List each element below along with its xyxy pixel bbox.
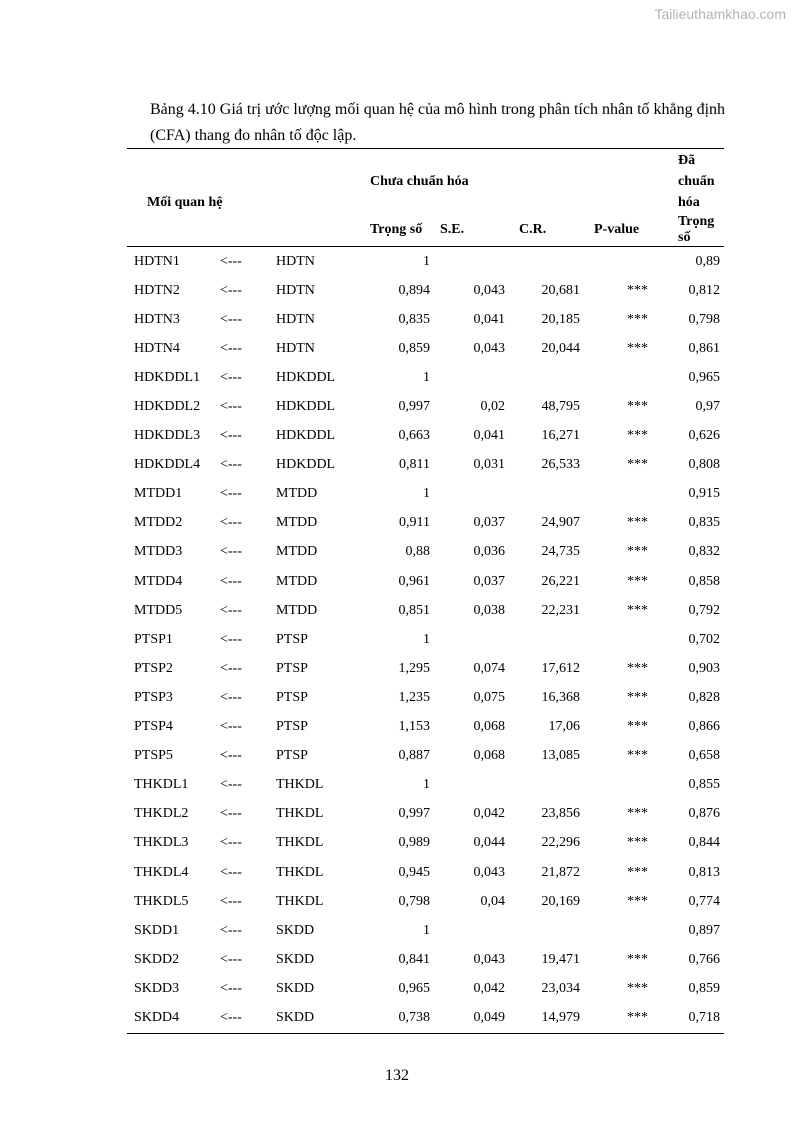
cell-indicator: HDTN4 bbox=[134, 340, 180, 356]
cell-arrow: <--- bbox=[220, 719, 242, 735]
cell-std-estimate: 0,702 bbox=[688, 631, 720, 647]
cell-factor: THKDL bbox=[276, 835, 324, 851]
cell-se: 0,04 bbox=[480, 893, 505, 909]
cell-indicator: SKDD4 bbox=[134, 1009, 180, 1025]
cell-se: 0,036 bbox=[473, 544, 505, 560]
cell-cr: 48,795 bbox=[541, 399, 580, 415]
cell-se: 0,042 bbox=[473, 806, 505, 822]
cell-std-estimate: 0,658 bbox=[688, 748, 720, 764]
cell-cr: 19,471 bbox=[541, 951, 580, 967]
cell-arrow: <--- bbox=[220, 311, 242, 327]
cell-estimate: 0,851 bbox=[398, 602, 430, 618]
cell-pvalue: *** bbox=[627, 399, 648, 415]
cell-cr: 20,169 bbox=[541, 893, 580, 909]
cell-se: 0,02 bbox=[480, 399, 505, 415]
cell-estimate: 1 bbox=[423, 777, 430, 793]
cell-std-estimate: 0,832 bbox=[688, 544, 720, 560]
cell-cr bbox=[505, 916, 580, 945]
table-row bbox=[127, 742, 724, 771]
cell-factor: SKDD bbox=[276, 980, 315, 996]
cell-factor: SKDD bbox=[276, 1009, 315, 1025]
cell-estimate: 0,798 bbox=[398, 893, 430, 909]
cell-std-estimate: 0,97 bbox=[695, 399, 720, 415]
cell-std-estimate: 0,915 bbox=[688, 486, 720, 502]
cell-indicator: HDKDDL4 bbox=[134, 457, 201, 473]
cell-se bbox=[430, 247, 505, 277]
cell-arrow: <--- bbox=[220, 428, 242, 444]
table-row bbox=[127, 509, 724, 538]
table-row bbox=[127, 422, 724, 451]
table-header bbox=[127, 149, 724, 247]
cell-cr bbox=[505, 625, 580, 654]
cell-se bbox=[430, 625, 505, 654]
cell-estimate: 0,965 bbox=[398, 980, 430, 996]
cell-cr: 16,368 bbox=[541, 689, 580, 705]
cell-pvalue: *** bbox=[627, 660, 648, 676]
cell-arrow: <--- bbox=[220, 922, 242, 938]
cell-std-estimate: 0,626 bbox=[688, 428, 720, 444]
cell-std-estimate: 0,835 bbox=[688, 515, 720, 531]
header-col-se: S.E. bbox=[430, 214, 505, 247]
cell-arrow: <--- bbox=[220, 340, 242, 356]
cell-factor: HDTN bbox=[276, 253, 315, 269]
cell-std-estimate: 0,89 bbox=[695, 253, 720, 269]
cell-se: 0,042 bbox=[473, 980, 505, 996]
cell-std-estimate: 0,718 bbox=[688, 1009, 720, 1025]
cell-se: 0,041 bbox=[473, 428, 505, 444]
cell-std-estimate: 0,813 bbox=[688, 864, 720, 880]
cell-std-estimate: 0,774 bbox=[688, 893, 720, 909]
cell-cr: 26,221 bbox=[541, 573, 580, 589]
cell-cr: 13,085 bbox=[541, 748, 580, 764]
cell-std-estimate: 0,828 bbox=[688, 689, 720, 705]
cell-indicator: SKDD1 bbox=[134, 922, 180, 938]
cell-factor: PTSP bbox=[276, 660, 308, 676]
table-row bbox=[127, 916, 724, 945]
cell-indicator: THKDL5 bbox=[134, 893, 189, 909]
cell-cr: 23,856 bbox=[541, 806, 580, 822]
cell-arrow: <--- bbox=[220, 573, 242, 589]
table-row bbox=[127, 480, 724, 509]
cell-std-estimate: 0,903 bbox=[688, 660, 720, 676]
cell-factor: HDTN bbox=[276, 340, 315, 356]
cell-pvalue: *** bbox=[627, 719, 648, 735]
cell-estimate: 0,961 bbox=[398, 573, 430, 589]
header-col-pvalue: P-value bbox=[580, 214, 658, 247]
table-row bbox=[127, 363, 724, 392]
table-row bbox=[127, 654, 724, 683]
cell-std-estimate: 0,798 bbox=[688, 311, 720, 327]
cell-std-estimate: 0,766 bbox=[688, 951, 720, 967]
cell-se: 0,043 bbox=[473, 864, 505, 880]
cell-pvalue bbox=[580, 247, 658, 277]
cell-arrow: <--- bbox=[220, 1009, 242, 1025]
cell-pvalue: *** bbox=[627, 515, 648, 531]
cell-cr: 17,612 bbox=[541, 660, 580, 676]
table-row bbox=[127, 276, 724, 305]
cell-cr: 22,231 bbox=[541, 602, 580, 618]
cell-cr bbox=[505, 247, 580, 277]
cell-estimate: 0,945 bbox=[398, 864, 430, 880]
header-standardized: Đã chuẩn hóa bbox=[678, 153, 715, 210]
cell-cr: 20,185 bbox=[541, 311, 580, 327]
cell-indicator: THKDL1 bbox=[134, 777, 189, 793]
cell-arrow: <--- bbox=[220, 893, 242, 909]
cell-indicator: PTSP5 bbox=[134, 748, 173, 764]
cell-estimate: 0,859 bbox=[398, 340, 430, 356]
cell-arrow: <--- bbox=[220, 369, 242, 385]
cell-estimate: 1 bbox=[423, 253, 430, 269]
table-row bbox=[127, 334, 724, 363]
cell-estimate: 0,811 bbox=[399, 457, 430, 473]
cell-indicator: THKDL4 bbox=[134, 864, 189, 880]
cell-factor: THKDL bbox=[276, 777, 324, 793]
cell-factor: HDKDDL bbox=[276, 428, 336, 444]
table-row bbox=[127, 1003, 724, 1033]
cell-std-estimate: 0,897 bbox=[688, 922, 720, 938]
table-row bbox=[127, 858, 724, 887]
cell-arrow: <--- bbox=[220, 806, 242, 822]
cell-indicator: PTSP2 bbox=[134, 660, 173, 676]
cell-indicator: HDTN3 bbox=[134, 311, 180, 327]
cell-cr: 16,271 bbox=[541, 428, 580, 444]
cell-pvalue bbox=[580, 363, 658, 392]
cell-factor: THKDL bbox=[276, 806, 324, 822]
cell-factor: THKDL bbox=[276, 864, 324, 880]
cell-arrow: <--- bbox=[220, 457, 242, 473]
cell-indicator: HDTN2 bbox=[134, 282, 180, 298]
cell-cr: 24,907 bbox=[541, 515, 580, 531]
cell-indicator: THKDL2 bbox=[134, 806, 189, 822]
cell-cr: 22,296 bbox=[541, 835, 580, 851]
cell-indicator: HDKDDL1 bbox=[134, 369, 201, 385]
cell-se: 0,037 bbox=[473, 573, 505, 589]
cell-arrow: <--- bbox=[220, 399, 242, 415]
cell-estimate: 0,997 bbox=[398, 806, 430, 822]
cell-arrow: <--- bbox=[220, 980, 242, 996]
cell-arrow: <--- bbox=[220, 951, 242, 967]
cell-indicator: HDTN1 bbox=[134, 253, 180, 269]
cell-pvalue bbox=[580, 480, 658, 509]
cell-se bbox=[430, 480, 505, 509]
cell-factor: MTDD bbox=[276, 602, 318, 618]
cell-pvalue: *** bbox=[627, 893, 648, 909]
cell-se: 0,049 bbox=[473, 1009, 505, 1025]
table-row bbox=[127, 771, 724, 800]
cell-std-estimate: 0,808 bbox=[688, 457, 720, 473]
cell-estimate: 0,887 bbox=[398, 748, 430, 764]
cell-arrow: <--- bbox=[220, 253, 242, 269]
header-col-estimate: Trọng số bbox=[361, 214, 430, 247]
table-row bbox=[127, 538, 724, 567]
cell-pvalue: *** bbox=[627, 980, 648, 996]
cell-arrow: <--- bbox=[220, 660, 242, 676]
cell-arrow: <--- bbox=[220, 515, 242, 531]
table-row bbox=[127, 974, 724, 1003]
cell-pvalue: *** bbox=[627, 748, 648, 764]
cell-std-estimate: 0,866 bbox=[688, 719, 720, 735]
cell-factor: THKDL bbox=[276, 893, 324, 909]
cell-indicator: MTDD4 bbox=[134, 573, 183, 589]
cell-cr: 17,06 bbox=[548, 719, 580, 735]
cell-std-estimate: 0,844 bbox=[688, 835, 720, 851]
cell-estimate: 1 bbox=[423, 486, 430, 502]
cell-cr: 24,735 bbox=[541, 544, 580, 560]
cell-pvalue: *** bbox=[627, 806, 648, 822]
cell-pvalue: *** bbox=[627, 1009, 648, 1025]
cell-estimate: 0,663 bbox=[398, 428, 430, 444]
cell-se: 0,043 bbox=[473, 340, 505, 356]
cell-indicator: PTSP4 bbox=[134, 719, 173, 735]
cell-pvalue bbox=[580, 771, 658, 800]
cell-factor: MTDD bbox=[276, 544, 318, 560]
cell-estimate: 1 bbox=[423, 922, 430, 938]
cell-indicator: MTDD5 bbox=[134, 602, 183, 618]
table-row bbox=[127, 829, 724, 858]
cell-std-estimate: 0,965 bbox=[688, 369, 720, 385]
cell-std-estimate: 0,859 bbox=[688, 980, 720, 996]
cell-pvalue: *** bbox=[627, 689, 648, 705]
cell-indicator: SKDD2 bbox=[134, 951, 180, 967]
cell-pvalue: *** bbox=[627, 340, 648, 356]
cell-arrow: <--- bbox=[220, 864, 242, 880]
cell-pvalue: *** bbox=[627, 282, 648, 298]
table-row bbox=[127, 887, 724, 916]
cell-arrow: <--- bbox=[220, 748, 242, 764]
cell-se: 0,043 bbox=[473, 951, 505, 967]
cell-factor: MTDD bbox=[276, 573, 318, 589]
cell-estimate: 1,295 bbox=[398, 660, 430, 676]
table-row bbox=[127, 800, 724, 829]
table-caption: Bảng 4.10 Giá trị ước lượng mối quan hệ của mô hình trong phân tích nhân tố khẳng định (CFA) thang đo nhân tố độc lập. bbox=[150, 101, 726, 144]
cell-factor: HDKDDL bbox=[276, 399, 336, 415]
header-row-top bbox=[127, 149, 724, 215]
cell-std-estimate: 0,792 bbox=[688, 602, 720, 618]
cell-cr: 20,044 bbox=[541, 340, 580, 356]
cell-arrow: <--- bbox=[220, 486, 242, 502]
cell-indicator: MTDD2 bbox=[134, 515, 183, 531]
cell-pvalue: *** bbox=[627, 573, 648, 589]
table-row bbox=[127, 596, 724, 625]
cell-se: 0,043 bbox=[473, 282, 505, 298]
cell-cr: 20,681 bbox=[541, 282, 580, 298]
cell-indicator: PTSP3 bbox=[134, 689, 173, 705]
cell-indicator: PTSP1 bbox=[134, 631, 173, 647]
cell-se: 0,068 bbox=[473, 719, 505, 735]
cell-se bbox=[430, 363, 505, 392]
cell-pvalue: *** bbox=[627, 457, 648, 473]
cell-se bbox=[430, 916, 505, 945]
watermark-text: Tailieuthamkhao.com bbox=[654, 6, 786, 22]
header-unstandardized: Chưa chuẩn hóa bbox=[370, 173, 469, 189]
cell-factor: SKDD bbox=[276, 951, 315, 967]
cell-pvalue: *** bbox=[627, 835, 648, 851]
table-row bbox=[127, 247, 724, 277]
cell-arrow: <--- bbox=[220, 777, 242, 793]
cell-se: 0,041 bbox=[473, 311, 505, 327]
cell-estimate: 0,835 bbox=[398, 311, 430, 327]
cell-arrow: <--- bbox=[220, 544, 242, 560]
cell-std-estimate: 0,861 bbox=[688, 340, 720, 356]
cfa-estimates-table bbox=[127, 148, 724, 1034]
cell-factor: PTSP bbox=[276, 748, 308, 764]
cell-arrow: <--- bbox=[220, 631, 242, 647]
cell-indicator: THKDL3 bbox=[134, 835, 189, 851]
table-row bbox=[127, 713, 724, 742]
cell-cr bbox=[505, 480, 580, 509]
cell-se: 0,075 bbox=[473, 689, 505, 705]
table-row bbox=[127, 683, 724, 712]
cell-indicator: MTDD1 bbox=[134, 486, 183, 502]
cell-cr: 21,872 bbox=[541, 864, 580, 880]
cell-factor: PTSP bbox=[276, 689, 308, 705]
cell-factor: HDKDDL bbox=[276, 369, 336, 385]
cell-pvalue: *** bbox=[627, 428, 648, 444]
table-row bbox=[127, 625, 724, 654]
cell-estimate: 1,235 bbox=[398, 689, 430, 705]
cell-factor: HDKDDL bbox=[276, 457, 336, 473]
cell-estimate: 0,894 bbox=[398, 282, 430, 298]
cell-cr: 26,533 bbox=[541, 457, 580, 473]
cell-pvalue: *** bbox=[627, 951, 648, 967]
cell-cr bbox=[505, 771, 580, 800]
cell-se: 0,037 bbox=[473, 515, 505, 531]
cell-indicator: HDKDDL2 bbox=[134, 399, 201, 415]
cell-factor: HDTN bbox=[276, 311, 315, 327]
cell-std-estimate: 0,876 bbox=[688, 806, 720, 822]
cell-se: 0,074 bbox=[473, 660, 505, 676]
header-col-std-estimate: Trọng số bbox=[658, 214, 724, 247]
table-body bbox=[127, 247, 724, 1034]
cell-estimate: 1 bbox=[423, 369, 430, 385]
header-col-cr: C.R. bbox=[505, 214, 580, 247]
cell-factor: MTDD bbox=[276, 515, 318, 531]
cell-pvalue: *** bbox=[627, 311, 648, 327]
cell-pvalue: *** bbox=[627, 544, 648, 560]
cell-arrow: <--- bbox=[220, 689, 242, 705]
cell-estimate: 0,88 bbox=[405, 544, 430, 560]
cell-arrow: <--- bbox=[220, 282, 242, 298]
cell-indicator: MTDD3 bbox=[134, 544, 183, 560]
cell-std-estimate: 0,855 bbox=[688, 777, 720, 793]
cell-estimate: 0,989 bbox=[398, 835, 430, 851]
cell-estimate: 0,997 bbox=[398, 399, 430, 415]
cell-se: 0,068 bbox=[473, 748, 505, 764]
page-number: 132 bbox=[385, 1067, 409, 1084]
cell-estimate: 1,153 bbox=[398, 719, 430, 735]
cell-cr: 14,979 bbox=[541, 1009, 580, 1025]
table-row bbox=[127, 567, 724, 596]
cell-arrow: <--- bbox=[220, 602, 242, 618]
cell-estimate: 0,911 bbox=[399, 515, 430, 531]
cell-se: 0,038 bbox=[473, 602, 505, 618]
cell-arrow: <--- bbox=[220, 835, 242, 851]
cell-factor: MTDD bbox=[276, 486, 318, 502]
cell-std-estimate: 0,858 bbox=[688, 573, 720, 589]
cell-estimate: 1 bbox=[423, 631, 430, 647]
cell-indicator: SKDD3 bbox=[134, 980, 180, 996]
cell-factor: HDTN bbox=[276, 282, 315, 298]
cell-cr: 23,034 bbox=[541, 980, 580, 996]
table-row bbox=[127, 392, 724, 421]
cell-pvalue: *** bbox=[627, 864, 648, 880]
table-row bbox=[127, 305, 724, 334]
cell-se: 0,044 bbox=[473, 835, 505, 851]
cell-pvalue bbox=[580, 625, 658, 654]
cell-se: 0,031 bbox=[473, 457, 505, 473]
cell-estimate: 0,738 bbox=[398, 1009, 430, 1025]
cell-factor: SKDD bbox=[276, 922, 315, 938]
cell-estimate: 0,841 bbox=[398, 951, 430, 967]
cell-se bbox=[430, 771, 505, 800]
cell-pvalue: *** bbox=[627, 602, 648, 618]
table-row bbox=[127, 945, 724, 974]
cell-std-estimate: 0,812 bbox=[688, 282, 720, 298]
cell-factor: PTSP bbox=[276, 631, 308, 647]
cell-factor: PTSP bbox=[276, 719, 308, 735]
cell-indicator: HDKDDL3 bbox=[134, 428, 201, 444]
cell-cr bbox=[505, 363, 580, 392]
cell-pvalue bbox=[580, 916, 658, 945]
header-relationship: Mối quan hệ bbox=[127, 149, 361, 247]
table-row bbox=[127, 451, 724, 480]
